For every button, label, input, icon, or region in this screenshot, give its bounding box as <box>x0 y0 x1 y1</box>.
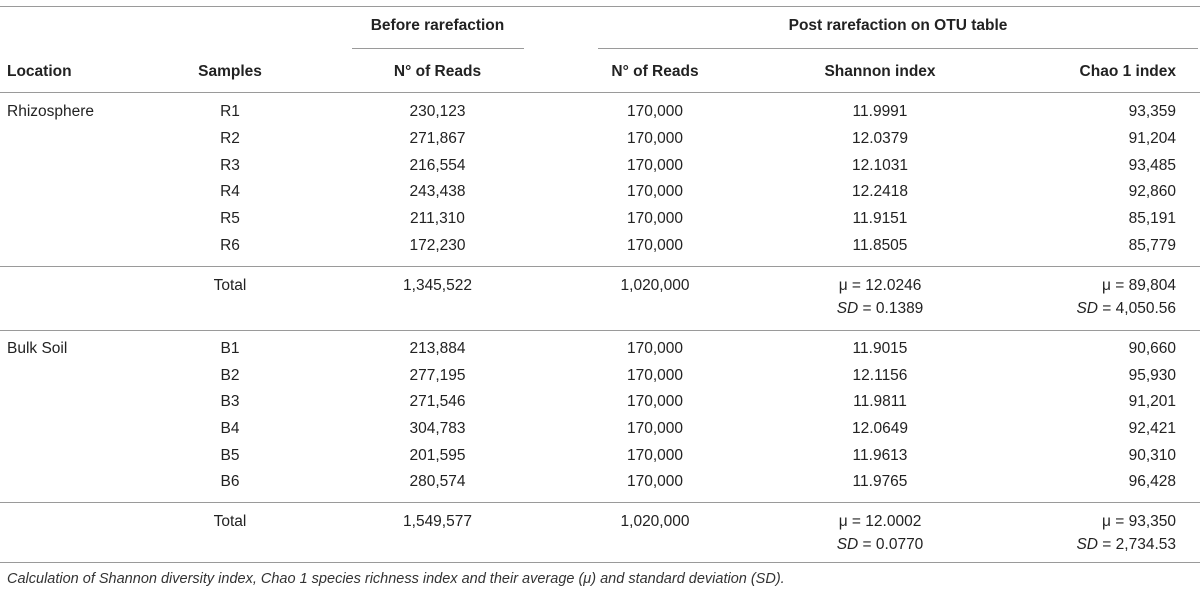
reads-post-cell: 170,000 <box>626 183 684 200</box>
header-bottom-rule <box>0 92 1200 93</box>
reads-post-cell: 170,000 <box>626 340 684 357</box>
reads-post-cell: 170,000 <box>626 393 684 410</box>
chao-cell: 92,421 <box>1128 420 1176 437</box>
shannon-cell: 12.1031 <box>851 157 909 174</box>
sd-value: = 2,734.53 <box>1098 536 1176 553</box>
total-label: Total <box>213 513 247 530</box>
rhizosphere-total-rule <box>0 266 1200 267</box>
sample-cell: R3 <box>220 157 240 174</box>
rhizosphere-group-end-rule <box>0 330 1200 331</box>
sample-cell: B6 <box>220 473 240 490</box>
reads-before-cell: 230,123 <box>409 103 466 120</box>
sd-value: = 4,050.56 <box>1098 300 1176 317</box>
sd-label: SD <box>1076 300 1098 317</box>
reads-post-cell: 170,000 <box>626 157 684 174</box>
sd-value: = 0.1389 <box>858 300 924 317</box>
reads-post-cell: 170,000 <box>626 103 684 120</box>
sample-cell: B4 <box>220 420 240 437</box>
table-caption: Calculation of Shannon diversity index, Chao 1 species richness index and their average (μ) and standard deviation (SD). <box>7 571 785 587</box>
chao-cell: 85,779 <box>1128 237 1176 254</box>
chao-cell: 90,310 <box>1128 447 1176 464</box>
reads-post-cell: 170,000 <box>626 473 684 490</box>
sample-cell: R2 <box>220 130 240 147</box>
reads-post-cell: 170,000 <box>626 130 684 147</box>
reads-before-cell: 172,230 <box>409 237 466 254</box>
location-bulk-soil: Bulk Soil <box>7 340 68 357</box>
header-reads-post: N° of Reads <box>611 63 699 80</box>
reads-post-cell: 170,000 <box>626 367 684 384</box>
chao-stats <box>1000 277 1176 319</box>
reads-before-cell: 277,195 <box>409 367 466 384</box>
total-label: Total <box>213 277 247 294</box>
total-reads-post: 1,020,000 <box>620 513 690 530</box>
chao-cell: 91,204 <box>1128 130 1176 147</box>
shannon-stats <box>790 277 970 319</box>
sd-value: = 0.0770 <box>858 536 924 553</box>
shannon-sd <box>790 298 970 319</box>
reads-before-cell: 213,884 <box>409 340 466 357</box>
chao-cell: 93,359 <box>1128 103 1176 120</box>
chao-mean: μ = 89,804 <box>1101 277 1176 294</box>
sample-cell: B1 <box>220 340 240 357</box>
chao-stats <box>1000 513 1176 555</box>
sd-label: SD <box>836 536 859 553</box>
chao-mean: μ = 93,350 <box>1101 513 1176 530</box>
sample-cell: R4 <box>220 183 240 200</box>
reads-before-cell: 216,554 <box>409 157 466 174</box>
chao-cell: 96,428 <box>1128 473 1176 490</box>
header-group-post: Post rarefaction on OTU table <box>788 17 1008 34</box>
shannon-cell: 11.9765 <box>852 473 908 490</box>
total-reads-post: 1,020,000 <box>620 277 690 294</box>
reads-post-cell: 170,000 <box>626 420 684 437</box>
shannon-mean: μ = 12.0246 <box>838 277 922 294</box>
sd-label: SD <box>1076 536 1098 553</box>
shannon-cell: 12.0379 <box>851 130 909 147</box>
post-group-rule <box>598 48 1198 49</box>
total-reads-before: 1,345,522 <box>403 277 472 294</box>
sample-cell: R1 <box>220 103 240 120</box>
header-shannon: Shannon index <box>824 63 936 80</box>
sample-cell: B3 <box>220 393 240 410</box>
before-group-rule <box>352 48 524 49</box>
sd-label: SD <box>836 300 859 317</box>
chao-cell: 92,860 <box>1128 183 1176 200</box>
shannon-cell: 12.0649 <box>851 420 909 437</box>
table-top-rule <box>0 6 1200 7</box>
header-chao: Chao 1 index <box>1079 63 1176 80</box>
shannon-mean: μ = 12.0002 <box>838 513 922 530</box>
shannon-cell: 11.9015 <box>852 340 908 357</box>
shannon-stats <box>790 513 970 555</box>
table-bottom-rule <box>0 562 1200 563</box>
sample-cell: R6 <box>220 237 240 254</box>
header-location: Location <box>7 63 72 80</box>
location-rhizosphere: Rhizosphere <box>7 103 95 120</box>
sample-cell: R5 <box>220 210 240 227</box>
chao-cell: 85,191 <box>1128 210 1176 227</box>
reads-before-cell: 211,310 <box>410 210 465 227</box>
reads-post-cell: 170,000 <box>626 447 684 464</box>
reads-before-cell: 243,438 <box>409 183 466 200</box>
chao-cell: 91,201 <box>1128 393 1176 410</box>
reads-post-cell: 170,000 <box>626 237 684 254</box>
reads-before-cell: 271,546 <box>409 393 466 410</box>
bulk-soil-total-rule <box>0 502 1200 503</box>
shannon-cell: 11.9991 <box>852 103 908 120</box>
chao-sd <box>1000 298 1176 319</box>
header-group-before: Before rarefaction <box>370 17 505 34</box>
shannon-cell: 12.2418 <box>851 183 909 200</box>
reads-before-cell: 304,783 <box>409 420 466 437</box>
shannon-cell: 11.9613 <box>852 447 908 464</box>
sample-cell: B5 <box>220 447 240 464</box>
shannon-cell: 12.1156 <box>852 367 908 384</box>
shannon-sd <box>790 534 970 555</box>
shannon-cell: 11.9151 <box>852 210 908 227</box>
sample-cell: B2 <box>220 367 240 384</box>
chao-cell: 93,485 <box>1128 157 1176 174</box>
shannon-cell: 11.8505 <box>852 237 908 254</box>
header-samples: Samples <box>198 63 262 80</box>
chao-cell: 95,930 <box>1128 367 1176 384</box>
reads-before-cell: 201,595 <box>409 447 466 464</box>
reads-before-cell: 280,574 <box>409 473 466 490</box>
chao-sd <box>1000 534 1176 555</box>
shannon-cell: 11.9811 <box>853 393 907 410</box>
header-reads-before: N° of Reads <box>393 63 482 80</box>
total-reads-before: 1,549,577 <box>403 513 472 530</box>
chao-cell: 90,660 <box>1128 340 1176 357</box>
reads-post-cell: 170,000 <box>626 210 684 227</box>
reads-before-cell: 271,867 <box>409 130 466 147</box>
